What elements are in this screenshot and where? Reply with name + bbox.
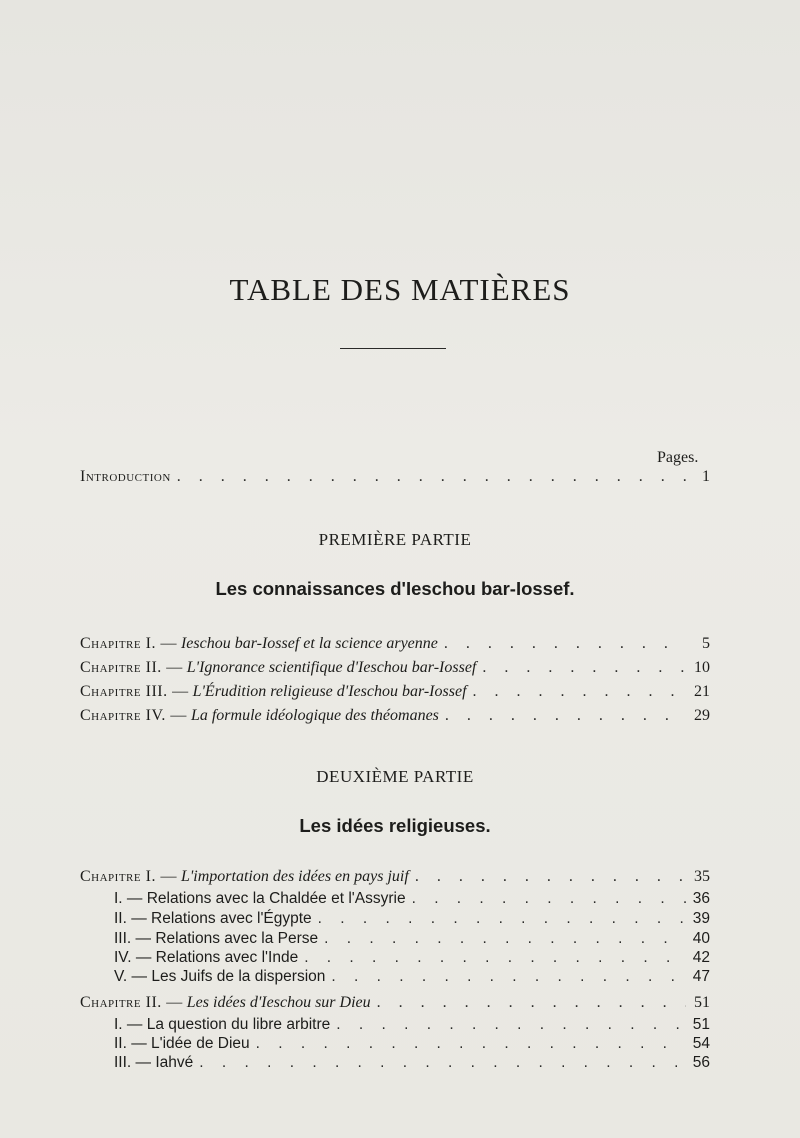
chapter-title: Les idées d'Ieschou sur Dieu (186, 994, 371, 1011)
section-label: I. — La question du libre arbitre (114, 1016, 331, 1033)
entry-label: Introduction (80, 468, 171, 485)
leader-dots (412, 890, 686, 908)
leader-dots (256, 1035, 686, 1053)
toc-entry-section[interactable] (114, 1035, 710, 1055)
section-label: I. — Relations avec la Chaldée et l'Assyrie (114, 890, 406, 907)
leader-dots (377, 994, 686, 1012)
entry-page: 40 (692, 930, 710, 947)
chapter-prefix: Chapitre II. — (80, 659, 183, 676)
toc-entry-section[interactable] (114, 1016, 710, 1036)
leader-dots (331, 968, 686, 986)
section-label: II. — Relations avec l'Égypte (114, 910, 312, 927)
toc-entry-section[interactable] (114, 968, 710, 988)
section-label: III. — Iahvé (114, 1054, 194, 1071)
toc-entry-chapter[interactable] (80, 659, 710, 679)
toc-entry-chapter[interactable] (80, 994, 710, 1014)
section-label: V. — Les Juifs de la dispersion (114, 968, 326, 985)
page-title: TABLE DES MATIÈRES (229, 272, 571, 307)
chapter-title: L'Ignorance scientifique d'Ieschou bar-Iossef (186, 659, 477, 676)
toc-entry-section[interactable] (114, 1054, 710, 1074)
entry-page: 54 (692, 1035, 710, 1052)
entry-page: 10 (694, 659, 710, 676)
section-label: III. — Relations avec la Perse (114, 930, 319, 947)
entry-page: 29 (694, 707, 710, 724)
title-rule (340, 348, 446, 349)
leader-dots (304, 949, 686, 967)
entry-page: 42 (692, 949, 710, 966)
toc-entry-section[interactable] (114, 949, 710, 969)
part-title: Les connaissances d'Ieschou bar-Iossef. (215, 578, 575, 599)
entry-page: 51 (694, 994, 710, 1011)
section-label: II. — L'idée de Dieu (114, 1035, 250, 1052)
toc-entry-chapter[interactable] (80, 707, 710, 727)
section-label: IV. — Relations avec l'Inde (114, 949, 299, 966)
leader-dots (482, 659, 686, 677)
leader-dots (199, 1054, 686, 1072)
entry-page: 47 (692, 968, 710, 985)
leader-dots (336, 1016, 686, 1034)
entry-page: 39 (692, 910, 710, 927)
entry-page: 51 (692, 1016, 710, 1033)
leader-dots (473, 683, 686, 701)
leader-dots (177, 468, 686, 486)
toc-entry-chapter[interactable] (80, 635, 710, 655)
chapter-prefix: Chapitre IV. — (80, 707, 187, 724)
toc-entry-introduction[interactable] (80, 468, 710, 488)
leader-dots (445, 707, 686, 725)
part-heading: DEUXIÈME PARTIE (316, 767, 474, 786)
entry-page: 56 (692, 1054, 710, 1071)
pages-column-label: Pages. (657, 449, 699, 466)
toc-entry-section[interactable] (114, 910, 710, 930)
chapter-prefix: Chapitre II. — (80, 994, 183, 1011)
leader-dots (324, 930, 686, 948)
leader-dots (318, 910, 686, 928)
toc-entry-section[interactable] (114, 890, 710, 910)
toc-entry-chapter[interactable] (80, 683, 710, 703)
toc-entry-chapter[interactable] (80, 868, 710, 888)
chapter-title: Ieschou bar-Iossef et la science aryenne (180, 635, 438, 652)
entry-page: 1 (702, 468, 710, 485)
chapter-title: L'Érudition religieuse d'Ieschou bar-Iossef (192, 683, 467, 700)
chapter-prefix: Chapitre I. — (80, 635, 177, 652)
chapter-title: L'importation des idées en pays juif (180, 868, 409, 885)
entry-page: 36 (692, 890, 710, 907)
toc-entry-section[interactable] (114, 930, 710, 950)
chapter-prefix: Chapitre III. — (80, 683, 189, 700)
chapter-prefix: Chapitre I. — (80, 868, 177, 885)
part-heading: PREMIÈRE PARTIE (318, 530, 472, 549)
chapter-title: La formule idéologique des théomanes (190, 707, 439, 724)
entry-page: 5 (702, 635, 710, 652)
leader-dots (444, 635, 686, 653)
entry-page: 35 (694, 868, 710, 885)
part-title: Les idées religieuses. (299, 815, 491, 836)
leader-dots (415, 868, 686, 886)
entry-page: 21 (694, 683, 710, 700)
